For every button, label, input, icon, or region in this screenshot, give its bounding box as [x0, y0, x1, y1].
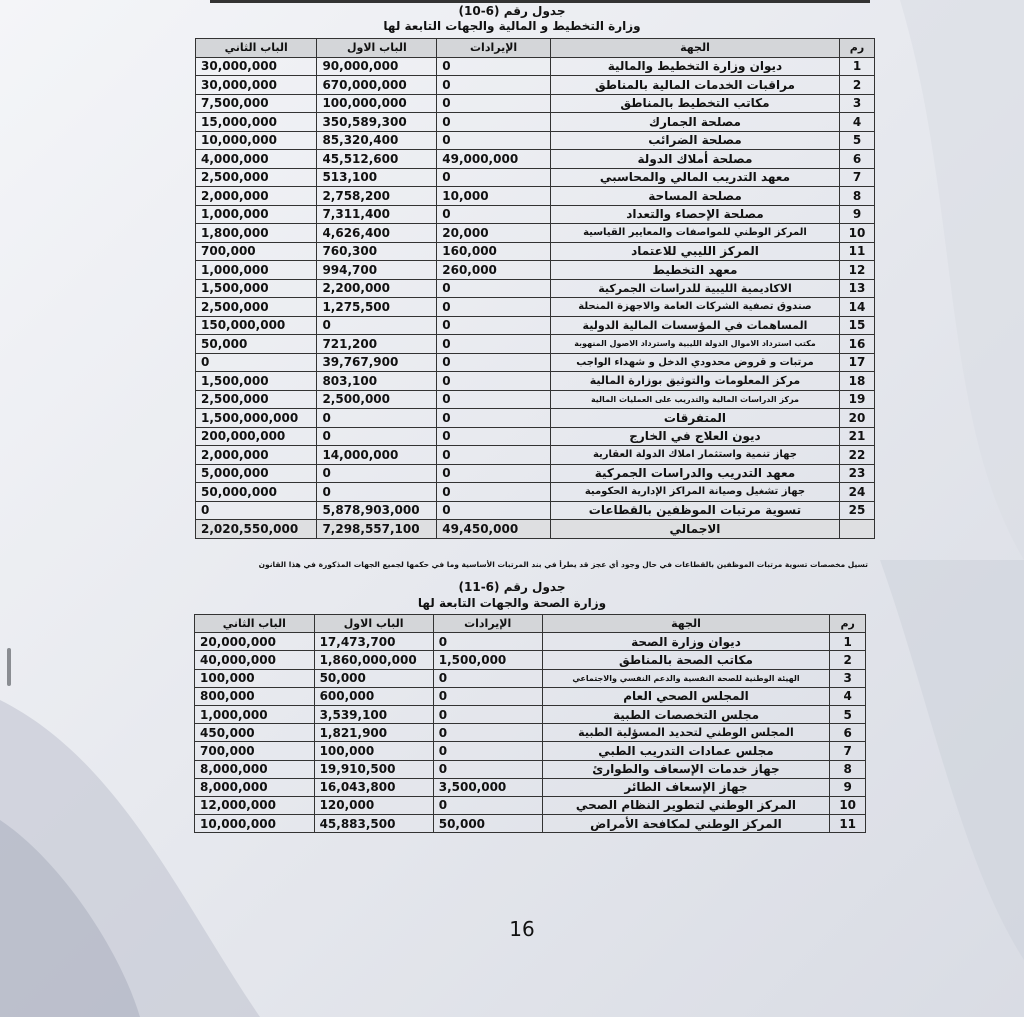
entity-name: الاكاديمية الليبية للدراسات الجمركية	[550, 279, 839, 298]
total-chapter1: 7,298,557,100	[317, 520, 437, 539]
chapter1-cell: 16,043,800	[314, 778, 433, 796]
revenue-cell: 0	[437, 168, 551, 187]
entity-name: جهاز خدمات الإسعاف والطوارئ	[542, 760, 830, 778]
revenue-cell: 0	[437, 501, 551, 520]
row-number: 10	[830, 796, 866, 814]
table-header-row	[196, 39, 875, 58]
header-cell: الباب الاول	[317, 39, 437, 58]
row-number: 24	[840, 483, 875, 502]
header-cell: الجهة	[542, 615, 830, 633]
table-row	[196, 113, 875, 132]
revenue-cell: 20,000	[437, 224, 551, 243]
entity-name: الهيئة الوطنية للصحة النفسية والدعم النفسي والاجتماعي	[542, 669, 830, 687]
revenue-cell: 0	[437, 94, 551, 113]
health-table	[194, 614, 866, 833]
chapter1-cell: 90,000,000	[317, 57, 437, 76]
table-row	[195, 742, 866, 760]
chapter1-cell: 45,512,600	[317, 150, 437, 169]
chapter2-cell: 1,000,000	[195, 705, 315, 723]
chapter2-cell: 5,000,000	[196, 464, 317, 483]
table-row	[196, 150, 875, 169]
revenue-cell: 0	[433, 760, 542, 778]
chapter1-cell: 760,300	[317, 242, 437, 261]
chapter1-cell: 100,000	[314, 742, 433, 760]
row-number: 6	[830, 724, 866, 742]
table-row	[196, 409, 875, 428]
revenue-cell: 0	[433, 669, 542, 687]
table-row	[196, 279, 875, 298]
chapter2-cell: 800,000	[195, 687, 315, 705]
chapter2-cell: 4,000,000	[196, 150, 317, 169]
table-row	[196, 76, 875, 95]
entity-name: المركز الوطني لمكافحة الأمراض	[542, 815, 830, 833]
row-number: 8	[830, 760, 866, 778]
revenue-cell: 0	[437, 205, 551, 224]
chapter1-cell: 1,275,500	[317, 298, 437, 317]
revenue-cell: 0	[433, 796, 542, 814]
header-cell: الباب الثاني	[196, 39, 317, 58]
entity-name: المركز الليبي للاعتماد	[550, 242, 839, 261]
revenue-cell: 1,500,000	[433, 651, 542, 669]
row-number: 2	[830, 651, 866, 669]
row-number: 9	[840, 205, 875, 224]
chapter2-cell: 1,500,000	[196, 279, 317, 298]
chapter2-cell: 12,000,000	[195, 796, 315, 814]
row-number: 4	[830, 687, 866, 705]
chapter2-cell: 0	[196, 501, 317, 520]
entity-name: مصلحة الضرائب	[550, 131, 839, 150]
chapter1-cell: 19,910,500	[314, 760, 433, 778]
row-number: 23	[840, 464, 875, 483]
header-cell: الجهة	[550, 39, 839, 58]
chapter2-cell: 1,000,000	[196, 261, 317, 280]
table-row	[195, 669, 866, 687]
row-number: 21	[840, 427, 875, 446]
revenue-cell: 50,000	[433, 815, 542, 833]
row-number: 17	[840, 353, 875, 372]
chapter1-cell: 600,000	[314, 687, 433, 705]
chapter1-cell: 14,000,000	[317, 446, 437, 465]
table-row	[196, 335, 875, 354]
revenue-cell: 0	[437, 316, 551, 335]
row-number: 2	[840, 76, 875, 95]
row-number: 18	[840, 372, 875, 391]
table-row	[195, 633, 866, 651]
revenue-cell: 160,000	[437, 242, 551, 261]
chapter2-cell: 200,000,000	[196, 427, 317, 446]
entity-name: ديون العلاج في الخارج	[550, 427, 839, 446]
chapter1-cell: 39,767,900	[317, 353, 437, 372]
entity-name: مراقبات الخدمات المالية بالمناطق	[550, 76, 839, 95]
chapter1-cell: 0	[317, 483, 437, 502]
entity-name: مكاتب التخطيط بالمناطق	[550, 94, 839, 113]
chapter1-cell: 2,758,200	[317, 187, 437, 206]
table-row	[196, 427, 875, 446]
table-row	[195, 724, 866, 742]
header-cell: الباب الاول	[314, 615, 433, 633]
chapter1-cell: 0	[317, 316, 437, 335]
row-number: 5	[830, 705, 866, 723]
chapter1-cell: 803,100	[317, 372, 437, 391]
entity-name: مكتب استرداد الاموال الدولة الليبية واسترداد الاصول المنهوبة	[550, 335, 839, 354]
table-row	[196, 353, 875, 372]
row-number: 20	[840, 409, 875, 428]
revenue-cell: 0	[433, 724, 542, 742]
revenue-cell: 0	[433, 742, 542, 760]
entity-name: صندوق تصفية الشركات العامة والاجهزة المنحلة	[550, 298, 839, 317]
revenue-cell: 0	[437, 57, 551, 76]
row-number: 13	[840, 279, 875, 298]
table-row	[196, 446, 875, 465]
table-row	[196, 168, 875, 187]
revenue-cell: 0	[437, 279, 551, 298]
chapter2-cell: 50,000,000	[196, 483, 317, 502]
entity-name: ديوان وزارة الصحة	[542, 633, 830, 651]
row-number: 1	[840, 57, 875, 76]
chapter2-cell: 10,000,000	[195, 815, 315, 833]
entity-name: المجلس الوطني لتحديد المسؤلية الطبية	[542, 724, 830, 742]
row-number: 11	[830, 815, 866, 833]
table2-title: وزارة الصحة والجهات التابعة لها	[417, 596, 607, 610]
row-number: 1	[830, 633, 866, 651]
table-row	[195, 815, 866, 833]
revenue-cell: 0	[437, 409, 551, 428]
chapter2-cell: 1,500,000,000	[196, 409, 317, 428]
entity-name: مركز الدراسات المالية والتدريب على العمليات المالية	[550, 390, 839, 409]
chapter1-cell: 45,883,500	[314, 815, 433, 833]
table-row	[196, 316, 875, 335]
total-chapter2: 2,020,550,000	[196, 520, 317, 539]
chapter1-cell: 3,539,100	[314, 705, 433, 723]
row-number: 14	[840, 298, 875, 317]
header-cell: الإيرادات	[437, 39, 551, 58]
entity-name: مكاتب الصحة بالمناطق	[542, 651, 830, 669]
chapter2-cell: 50,000	[196, 335, 317, 354]
table-row	[196, 261, 875, 280]
chapter2-cell: 700,000	[196, 242, 317, 261]
row-number: 9	[830, 778, 866, 796]
row-number: 15	[840, 316, 875, 335]
row-number: 7	[830, 742, 866, 760]
entity-name: المجلس الصحي العام	[542, 687, 830, 705]
table-row	[196, 390, 875, 409]
table-row	[196, 131, 875, 150]
revenue-cell: 0	[437, 372, 551, 391]
table-row	[196, 94, 875, 113]
entity-name: معهد التدريب المالي والمحاسبي	[550, 168, 839, 187]
chapter1-cell: 1,821,900	[314, 724, 433, 742]
table-row	[196, 372, 875, 391]
table-row	[196, 242, 875, 261]
row-number: 3	[830, 669, 866, 687]
table-row	[196, 464, 875, 483]
chapter1-cell: 4,626,400	[317, 224, 437, 243]
chapter1-cell: 2,200,000	[317, 279, 437, 298]
table-row	[195, 796, 866, 814]
entity-name: مصلحة الإحصاء والتعداد	[550, 205, 839, 224]
chapter2-cell: 30,000,000	[196, 76, 317, 95]
row-number: 22	[840, 446, 875, 465]
chapter2-cell: 100,000	[195, 669, 315, 687]
revenue-cell: 3,500,000	[433, 778, 542, 796]
entity-name: المركز الوطني للمواصفات والمعايير القياسية	[550, 224, 839, 243]
entity-name: معهد التدريب والدراسات الجمركية	[550, 464, 839, 483]
header-rule	[210, 0, 870, 3]
chapter2-cell: 2,000,000	[196, 187, 317, 206]
entity-name: المساهمات في المؤسسات المالية الدولية	[550, 316, 839, 335]
chapter1-cell: 85,320,400	[317, 131, 437, 150]
revenue-cell: 0	[437, 427, 551, 446]
table1-note: تسيل مخصصات تسوية مرتبات الموظفين بالقطاعات في حال وجود أي عجز قد يطرأ في بند المرتبات الأساسية وما في حكمها لجميع الجهات المذكورة في هذا القانون	[258, 560, 868, 569]
table-row	[196, 205, 875, 224]
page-number: 16	[509, 917, 535, 941]
chapter1-cell: 17,473,700	[314, 633, 433, 651]
planning-finance-table	[195, 38, 875, 539]
entity-name: تسوية مرتبات الموظفين بالقطاعات	[550, 501, 839, 520]
entity-name: جهاز تشغيل وصيانة المراكز الإدارية الحكومية	[550, 483, 839, 502]
total-label: الاجمالي	[550, 520, 839, 539]
chapter2-cell: 2,500,000	[196, 168, 317, 187]
chapter1-cell: 7,311,400	[317, 205, 437, 224]
row-number: 10	[840, 224, 875, 243]
table-header-row	[195, 615, 866, 633]
chapter1-cell: 5,878,903,000	[317, 501, 437, 520]
chapter2-cell: 1,800,000	[196, 224, 317, 243]
row-number: 5	[840, 131, 875, 150]
table-row	[195, 760, 866, 778]
row-number: 4	[840, 113, 875, 132]
entity-name: المركز الوطني لتطوير النظام الصحي	[542, 796, 830, 814]
chapter2-cell: 450,000	[195, 724, 315, 742]
chapter2-cell: 2,000,000	[196, 446, 317, 465]
entity-name: جهاز الإسعاف الطائر	[542, 778, 830, 796]
entity-name: مرتبات و قروض محدودي الدخل و شهداء الواجب	[550, 353, 839, 372]
table1-caption: جدول رقم (6-10)	[458, 4, 566, 18]
entity-name: مجلس التخصصات الطبية	[542, 705, 830, 723]
entity-name: مركز المعلومات والتوثيق بوزارة المالية	[550, 372, 839, 391]
row-number: 7	[840, 168, 875, 187]
chapter2-cell: 1,500,000	[196, 372, 317, 391]
revenue-cell: 0	[433, 687, 542, 705]
revenue-cell: 10,000	[437, 187, 551, 206]
row-number: 12	[840, 261, 875, 280]
total-revenue: 49,450,000	[437, 520, 551, 539]
table-row	[195, 778, 866, 796]
chapter2-cell: 40,000,000	[195, 651, 315, 669]
chapter1-cell: 0	[317, 427, 437, 446]
row-number: 25	[840, 501, 875, 520]
entity-name: جهاز تنمية واستثمار املاك الدولة العقارية	[550, 446, 839, 465]
chapter2-cell: 8,000,000	[195, 760, 315, 778]
scrollbar-thumb[interactable]	[7, 648, 11, 686]
header-cell: الباب الثاني	[195, 615, 315, 633]
entity-name: مصلحة المساحة	[550, 187, 839, 206]
row-number: 3	[840, 94, 875, 113]
revenue-cell: 0	[437, 483, 551, 502]
chapter1-cell: 994,700	[317, 261, 437, 280]
chapter1-cell: 1,860,000,000	[314, 651, 433, 669]
revenue-cell: 0	[437, 390, 551, 409]
chapter1-cell: 100,000,000	[317, 94, 437, 113]
table-row	[195, 705, 866, 723]
table-row	[196, 57, 875, 76]
chapter1-cell: 0	[317, 464, 437, 483]
revenue-cell: 0	[437, 131, 551, 150]
chapter2-cell: 20,000,000	[195, 633, 315, 651]
total-spacer	[840, 520, 875, 539]
table2-caption: جدول رقم (6-11)	[458, 580, 566, 594]
revenue-cell: 0	[437, 446, 551, 465]
entity-name: ديوان وزارة التخطيط والمالية	[550, 57, 839, 76]
total-row	[196, 520, 875, 539]
chapter2-cell: 30,000,000	[196, 57, 317, 76]
chapter1-cell: 721,200	[317, 335, 437, 354]
table-row	[196, 501, 875, 520]
revenue-cell: 0	[437, 353, 551, 372]
chapter2-cell: 0	[196, 353, 317, 372]
row-number: 6	[840, 150, 875, 169]
chapter1-cell: 0	[317, 409, 437, 428]
row-number: 8	[840, 187, 875, 206]
revenue-cell: 0	[433, 705, 542, 723]
table-row	[196, 224, 875, 243]
chapter2-cell: 700,000	[195, 742, 315, 760]
chapter2-cell: 10,000,000	[196, 131, 317, 150]
header-cell: رم	[830, 615, 866, 633]
chapter2-cell: 2,500,000	[196, 390, 317, 409]
table-row	[195, 687, 866, 705]
header-cell: رم	[840, 39, 875, 58]
chapter2-cell: 150,000,000	[196, 316, 317, 335]
table1-title: وزارة التخطيط و المالية والجهات التابعة لها	[383, 19, 641, 33]
table-row	[196, 187, 875, 206]
chapter2-cell: 1,000,000	[196, 205, 317, 224]
entity-name: معهد التخطيط	[550, 261, 839, 280]
entity-name: مصلحة أملاك الدولة	[550, 150, 839, 169]
document-page	[12, 0, 1012, 1017]
table-row	[195, 651, 866, 669]
row-number: 19	[840, 390, 875, 409]
revenue-cell: 0	[433, 633, 542, 651]
chapter2-cell: 15,000,000	[196, 113, 317, 132]
revenue-cell: 49,000,000	[437, 150, 551, 169]
table-row	[196, 483, 875, 502]
revenue-cell: 0	[437, 464, 551, 483]
revenue-cell: 0	[437, 76, 551, 95]
chapter2-cell: 2,500,000	[196, 298, 317, 317]
chapter1-cell: 50,000	[314, 669, 433, 687]
row-number: 16	[840, 335, 875, 354]
chapter1-cell: 350,589,300	[317, 113, 437, 132]
revenue-cell: 260,000	[437, 261, 551, 280]
entity-name: مجلس عمادات التدريب الطبي	[542, 742, 830, 760]
revenue-cell: 0	[437, 113, 551, 132]
chapter1-cell: 670,000,000	[317, 76, 437, 95]
entity-name: المتفرقات	[550, 409, 839, 428]
chapter2-cell: 7,500,000	[196, 94, 317, 113]
revenue-cell: 0	[437, 335, 551, 354]
table-row	[196, 298, 875, 317]
row-number: 11	[840, 242, 875, 261]
chapter1-cell: 513,100	[317, 168, 437, 187]
chapter1-cell: 2,500,000	[317, 390, 437, 409]
entity-name: مصلحة الجمارك	[550, 113, 839, 132]
chapter2-cell: 8,000,000	[195, 778, 315, 796]
header-cell: الإيرادات	[433, 615, 542, 633]
chapter1-cell: 120,000	[314, 796, 433, 814]
revenue-cell: 0	[437, 298, 551, 317]
